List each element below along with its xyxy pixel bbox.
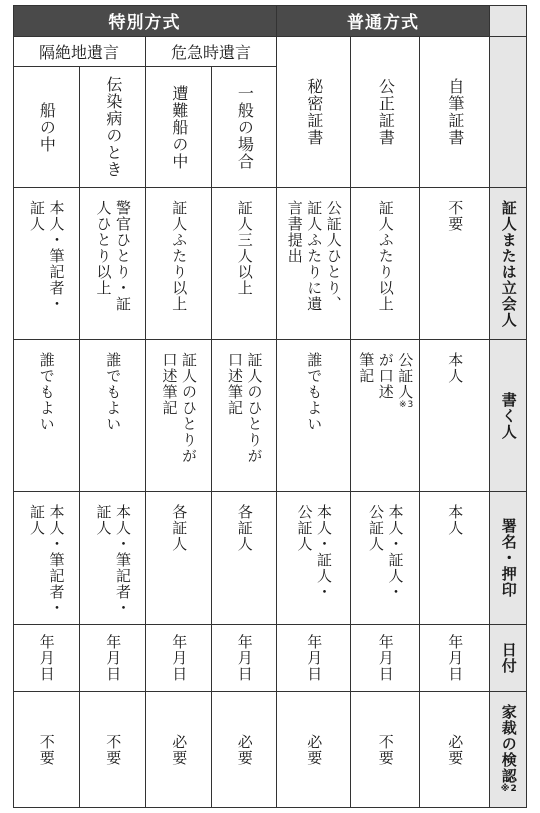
witness-shipwreck-text: 証人ふたり以上	[170, 200, 189, 312]
court-holograph	[420, 692, 490, 808]
writer-general-text: 証人のひとりが口述筆記	[226, 352, 264, 464]
writer-ship-text: 誰でもよい	[37, 352, 56, 432]
date-holograph-text: 年月日	[446, 634, 465, 682]
row-label-date	[490, 625, 527, 692]
court-infection	[80, 692, 146, 808]
writer-secret-text: 誰でもよい	[305, 352, 324, 432]
type-secret-text: 秘密証書	[304, 78, 324, 146]
seal-shipwreck-text: 各証人	[170, 504, 189, 552]
witness-infection-text: 警官ひとり・証人ひとり以上	[94, 200, 132, 312]
seal-notarized	[351, 492, 420, 625]
date-ship-text: 年月日	[37, 634, 56, 682]
header-emergency-text: 危急時遺言	[170, 43, 251, 62]
court-shipwreck-text: 必要	[170, 733, 189, 766]
date-holograph	[420, 625, 490, 692]
writer-holograph-text: 本人	[446, 352, 465, 384]
seal-ship-text: 本人・筆記者・証人	[28, 504, 66, 616]
writer-infection-text: 誰でもよい	[104, 352, 123, 432]
witness-secret	[277, 188, 351, 340]
witness-holograph	[420, 188, 490, 340]
type-shipwreck-text: 遭難船の中	[169, 84, 189, 170]
court-general	[212, 692, 277, 808]
type-ship	[13, 67, 80, 188]
type-row-header	[490, 37, 527, 188]
row-label-court-text	[498, 704, 518, 796]
writer-ship	[13, 340, 80, 492]
footnote-2: ※2	[500, 783, 518, 794]
date-secret	[277, 625, 351, 692]
header-isolated	[13, 37, 146, 67]
court-infection-text: 不要	[104, 733, 123, 766]
court-notarized-text: 不要	[376, 733, 395, 766]
type-holograph-text: 自筆証書	[445, 78, 465, 146]
witness-general	[212, 188, 277, 340]
seal-secret	[277, 492, 351, 625]
type-secret	[277, 37, 351, 188]
court-secret	[277, 692, 351, 808]
seal-notarized-text: 本人・証人・公証人	[367, 504, 405, 600]
writer-general	[212, 340, 277, 492]
type-notarized	[351, 37, 420, 188]
date-infection	[80, 625, 146, 692]
writer-secret	[277, 340, 351, 492]
date-notarized-text: 年月日	[376, 634, 395, 682]
seal-ship	[13, 492, 80, 625]
date-infection-text: 年月日	[104, 634, 123, 682]
court-secret-text: 必要	[305, 733, 324, 766]
witness-infection	[80, 188, 146, 340]
witness-notarized	[351, 188, 420, 340]
type-holograph	[420, 37, 490, 188]
row-label-writer	[490, 340, 527, 492]
row-label-date-text: 日付	[499, 642, 518, 674]
header-emergency	[146, 37, 277, 67]
writer-notarized-text	[356, 352, 415, 412]
row-label-court-main: 家裁の検認	[499, 703, 518, 784]
header-normal-text: 普通方式	[347, 13, 419, 33]
type-shipwreck	[146, 67, 212, 188]
court-notarized	[351, 692, 420, 808]
will-comparison-table	[13, 5, 527, 808]
court-general-text: 必要	[235, 733, 254, 766]
header-isolated-text: 隔絶地遺言	[38, 43, 119, 62]
court-holograph-text: 必要	[446, 733, 465, 766]
type-infection	[80, 67, 146, 188]
seal-holograph-text: 本人	[446, 504, 465, 536]
writer-notarized-a: 公証人	[396, 352, 415, 400]
row-label-witness-text: 証人または立会人	[499, 199, 518, 328]
witness-notarized-text: 証人ふたり以上	[376, 200, 395, 312]
footnote-3: ※3	[398, 400, 415, 410]
seal-infection-text: 本人・筆記者・証人	[94, 504, 132, 616]
witness-general-text: 証人三人以上	[235, 200, 254, 296]
header-corner	[490, 5, 527, 37]
seal-holograph	[420, 492, 490, 625]
witness-ship-text: 本人・筆記者・証人	[28, 200, 66, 312]
seal-secret-text: 本人・証人・公証人	[295, 504, 333, 600]
date-shipwreck	[146, 625, 212, 692]
witness-secret-text: 公証人ひとり、証人ふたりに遺言書提出	[285, 200, 343, 312]
witness-holograph-text: 不要	[446, 200, 465, 232]
date-general-text: 年月日	[235, 634, 254, 682]
row-label-court	[490, 692, 527, 808]
type-general	[212, 67, 277, 188]
court-shipwreck	[146, 692, 212, 808]
date-notarized	[351, 625, 420, 692]
date-general	[212, 625, 277, 692]
witness-ship	[13, 188, 80, 340]
court-ship-text: 不要	[37, 733, 56, 766]
header-special-text: 特別方式	[108, 13, 181, 33]
court-ship	[13, 692, 80, 808]
row-label-seal-text: 署名・押印	[499, 518, 518, 598]
type-infection-text: 伝染病のとき	[103, 76, 123, 178]
header-normal	[277, 5, 490, 37]
row-label-writer-text: 書く人	[499, 391, 518, 440]
writer-notarized	[351, 340, 420, 492]
seal-general-text: 各証人	[235, 504, 254, 552]
type-notarized-text: 公正証書	[376, 78, 396, 146]
date-ship	[13, 625, 80, 692]
date-secret-text: 年月日	[305, 634, 324, 682]
seal-general	[212, 492, 277, 625]
row-label-seal	[490, 492, 527, 625]
writer-holograph	[420, 340, 490, 492]
type-general-text: 一般の場合	[235, 84, 255, 170]
writer-shipwreck-text: 証人のひとりが口述筆記	[160, 352, 198, 464]
writer-infection	[80, 340, 146, 492]
row-label-witness	[490, 188, 527, 340]
date-shipwreck-text: 年月日	[170, 634, 189, 682]
writer-shipwreck	[146, 340, 212, 492]
writer-notarized-b: が口述筆記	[357, 352, 395, 400]
seal-infection	[80, 492, 146, 625]
type-ship-text: 船の中	[37, 101, 57, 153]
seal-shipwreck	[146, 492, 212, 625]
witness-shipwreck	[146, 188, 212, 340]
header-special	[13, 5, 277, 37]
